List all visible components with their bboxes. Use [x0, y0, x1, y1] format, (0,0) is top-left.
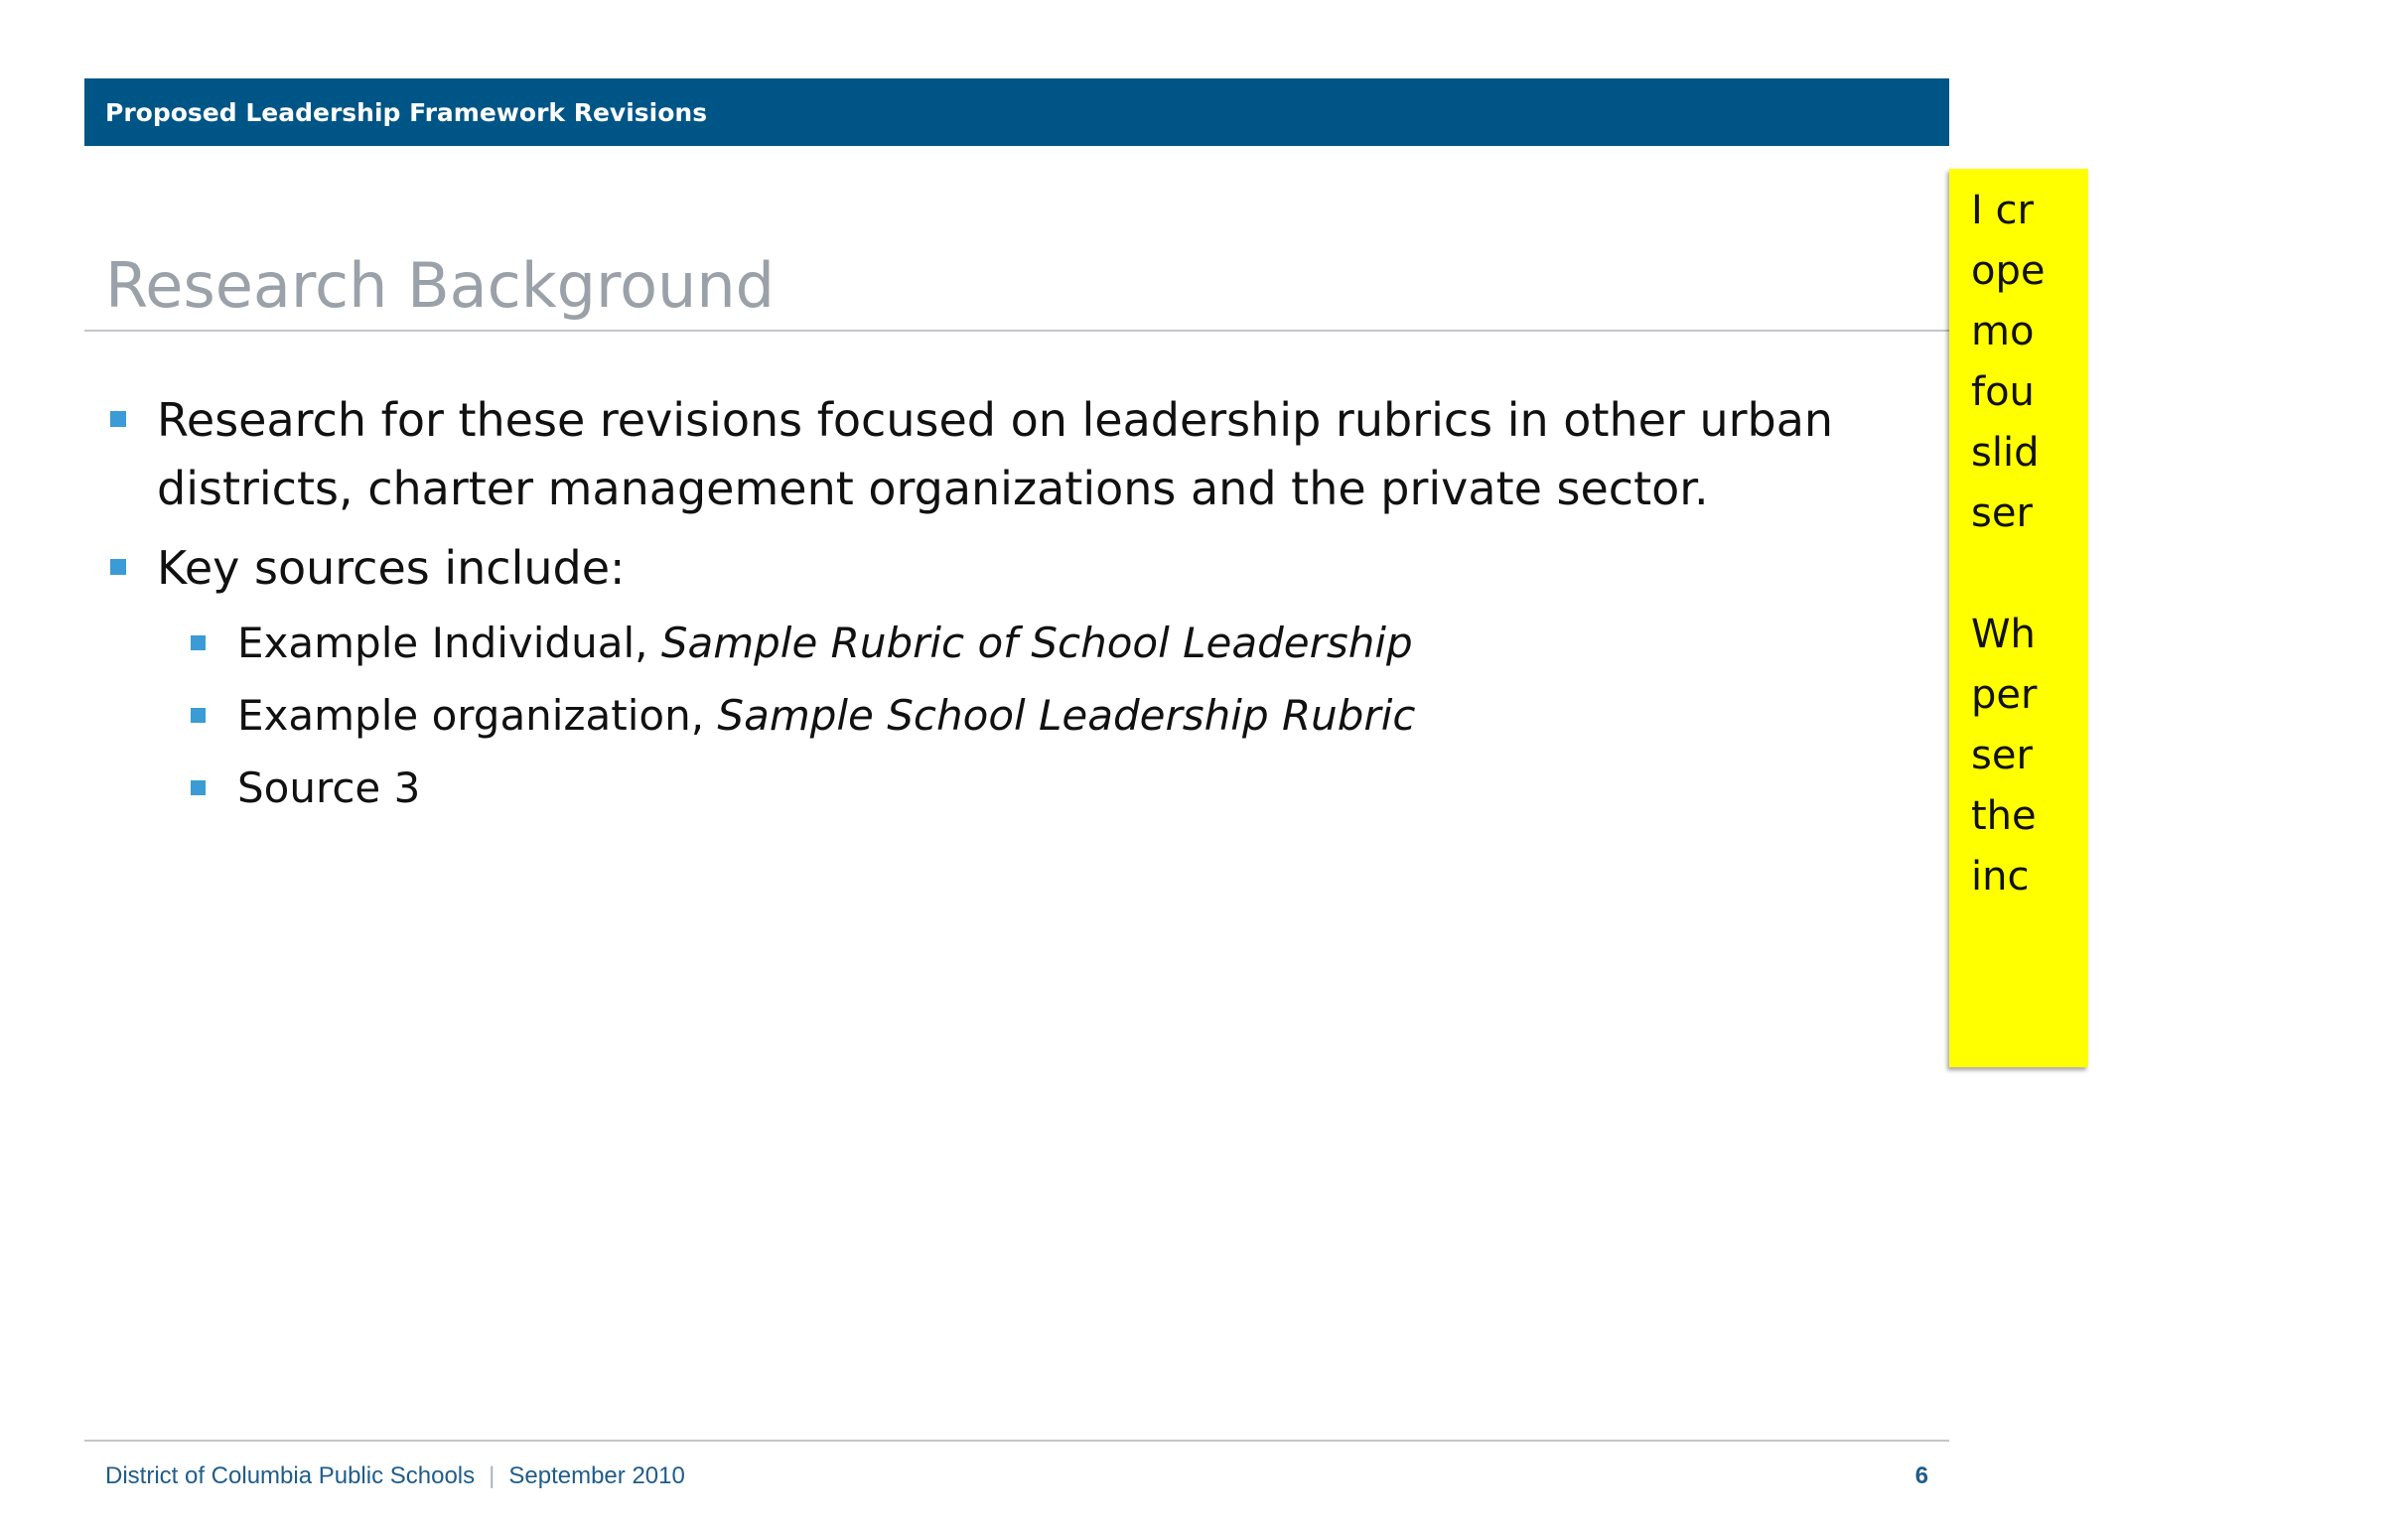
comment-line: slid	[1971, 430, 2040, 476]
bullet-research-focus: Research for these revisions focused on leadership rubrics in other urban districts, charter management organizations and the private sector.	[157, 393, 1834, 515]
source-title: Sample Rubric of School Leadership	[660, 619, 1413, 667]
comment-blank-line	[1971, 544, 2408, 605]
footer-organization: District of Columbia Public Schools	[105, 1462, 476, 1489]
comment-line: mo	[1971, 309, 2035, 354]
sub-bullet-square-icon	[191, 708, 206, 723]
source-item-2	[237, 686, 1826, 746]
title-divider	[84, 330, 1949, 332]
sub-bullet-square-icon	[191, 635, 206, 650]
source-item-1	[237, 614, 1826, 673]
comment-line: per	[1971, 672, 2038, 718]
comment-line: I cr	[1971, 188, 2034, 233]
footer-info	[105, 1461, 685, 1491]
bullet-square-icon	[110, 411, 126, 427]
comment-line: ser	[1971, 490, 2033, 536]
slide-title: Research Background	[105, 249, 775, 322]
comment-line: the	[1971, 793, 2037, 839]
footer-divider	[84, 1440, 1949, 1442]
source-item-3	[237, 759, 1826, 818]
source-author: Example organization,	[237, 691, 718, 740]
footer-separator: |	[489, 1462, 496, 1489]
comment-line: fou	[1971, 369, 2035, 415]
footer-date: September 2010	[508, 1462, 685, 1489]
comment-text	[1971, 181, 2408, 907]
source-author: Source 3	[237, 763, 421, 812]
header-title: Proposed Leadership Framework Revisions	[105, 97, 708, 127]
comment-line: Wh	[1971, 612, 2036, 657]
comment-note[interactable]	[1949, 169, 2088, 1067]
source-title: Sample School Leadership Rubric	[717, 691, 1416, 740]
header-bar	[84, 78, 1949, 146]
comment-line: ser	[1971, 733, 2033, 778]
page-number: 6	[1914, 1462, 1928, 1489]
bullet-square-icon	[110, 559, 126, 575]
sub-bullet-square-icon	[191, 780, 206, 795]
bullet-key-sources: Key sources include:	[157, 541, 626, 595]
comment-line: ope	[1971, 248, 2046, 294]
comment-line: inc	[1971, 854, 2030, 900]
source-author: Example Individual,	[237, 619, 661, 667]
